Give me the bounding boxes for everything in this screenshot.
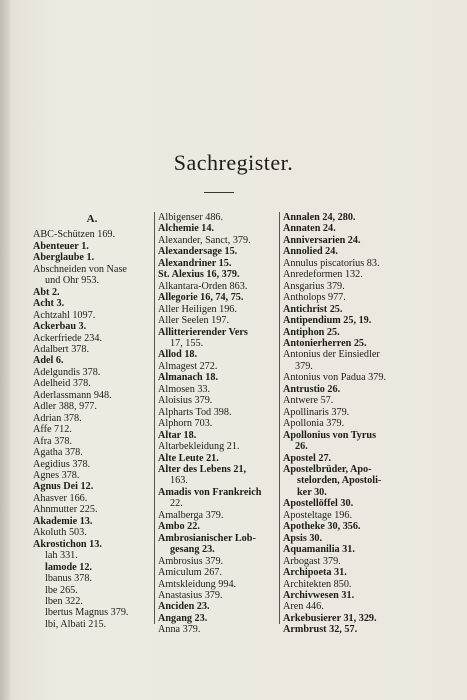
index-entry: Amalberga 379. [158,509,224,521]
index-entry: Anciden 23. [158,601,210,613]
index-entry: Archipoeta 31. [283,567,347,579]
index-entry: Allitterierender Vers [158,326,248,338]
index-entry: lbanus 378. [45,573,92,585]
index-entry: lben 322. [45,595,83,607]
index-entry: Almagest 272. [158,360,218,372]
index-entry: ABC-Schützen 169. [33,229,116,241]
index-entry: lbertus Magnus 379. [45,607,129,619]
index-entry: Adalbert 378. [33,343,90,355]
index-entry: Affe 712. [33,424,72,436]
index-entry: Abenteuer 1. [33,240,89,252]
index-entry: Allegorie 16, 74, 75. [158,292,244,304]
index-entry: Apsis 30. [283,532,323,544]
index-entry: stelorden, Apostoli- [297,475,382,487]
index-entry: St. Alexius 16, 379. [158,269,240,281]
index-entry: Aren 446. [283,601,324,613]
index-entry: Apollonius von Tyrus [283,429,377,441]
index-entry: Adel 6. [33,355,64,367]
index-entry: Apostel 27. [283,452,332,464]
index-entry: Angang 23. [158,612,208,624]
title-rule [204,192,234,193]
index-entry: Archivwesen 31. [283,589,355,601]
index-entry: Adelheid 378. [33,378,91,390]
index-entry: lbe 265. [45,584,78,596]
index-entry: Alexandriner 15. [158,257,232,269]
index-entry: Apotheke 30, 356. [283,521,361,533]
index-entry: Akoluth 503. [33,527,87,539]
index-entry: Ahnmutter 225. [33,504,98,516]
index-entry: Allod 18. [158,349,198,361]
index-entry: Agatha 378. [33,447,83,459]
index-entry: Alexander, Sanct, 379. [158,234,251,246]
index-entry: Ackerbau 3. [33,321,87,333]
index-entry: Aller Seelen 197. [158,315,230,327]
index-entry: Antrustio 26. [283,383,341,395]
index-entry: Architekten 850. [283,578,352,590]
index-entry: Apollonia 379. [283,418,345,430]
index-entry: lbi, Albati 215. [45,618,107,630]
index-entry: Alte Leute 21. [158,452,219,464]
index-entry: Antonierherren 25. [283,337,367,349]
index-entry: Alter des Lebens 21, [158,463,247,475]
index-entry: Antiphon 25. [283,326,340,338]
index-entry: Anniversarien 24. [283,234,361,246]
index-entry: Aquamanilia 31. [283,544,355,556]
index-entry: Annulus piscatorius 83. [283,257,380,269]
index-entry: Anna 379. [158,624,201,636]
index-entry: Altar 18. [158,429,197,441]
column-3-entries [283,212,403,636]
index-entry: Annalen 24, 280. [283,212,356,223]
index-entry: Antichrist 25. [283,303,343,315]
index-entry: Ansgarius 379. [283,280,345,292]
index-entry: Antonius von Padua 379. [283,372,387,384]
index-entry: Apostellöffel 30. [283,498,354,510]
index-entry: Adrian 378. [33,412,82,424]
index-entry: Abschneiden von Nase [33,263,127,275]
column-divider-2 [279,212,280,624]
column-divider-1 [154,212,155,624]
index-entry: Antholops 977. [283,292,346,304]
index-entry: Armbrust 32, 57. [283,624,358,636]
index-entry: Anredeformen 132. [283,269,363,281]
index-entry: Ambrosius 379. [158,555,224,567]
index-entry: Alphorn 703. [158,418,213,430]
index-entry: 163. [170,475,188,487]
index-entry: Akrostichon 13. [33,538,102,550]
index-entry: 379. [295,360,313,372]
index-entry: Aloisius 379. [158,395,213,407]
index-entry: Ackerfriede 234. [33,332,103,344]
page-title: Sachregister. [173,150,294,175]
index-entry: Aller Heiligen 196. [158,303,237,315]
column-2-entries [158,212,277,636]
index-entry: Akademie 13. [33,515,93,527]
index-entry: Agnes 378. [33,469,80,481]
index-entry: Arkebusierer 31, 329. [283,612,377,624]
index-entry: Aberglaube 1. [33,252,95,264]
index-entry: Amadis von Frankreich [158,486,262,498]
index-entry: Agnus Dei 12. [33,481,94,493]
index-entry: Ambrosianischer Lob- [158,532,256,544]
index-entry: 22. [170,498,183,510]
index-entry: Antonius der Einsiedler [283,349,380,361]
index-entry: Ambo 22. [158,521,200,533]
index-entry: und Ohr 953. [45,275,100,287]
index-entry: Adler 388, 977. [33,401,97,413]
index-entry: Antwere 57. [283,395,334,407]
index-entry: ker 30. [297,486,327,498]
index-entry: Almanach 18. [158,372,218,384]
index-entry: Apollinaris 379. [283,406,350,418]
index-entry: Alpharts Tod 398. [158,406,232,418]
index-entry: Anastasius 379. [158,589,223,601]
index-entry: Aposteltage 196. [283,509,353,521]
index-entry: Amtskleidung 994. [158,578,237,590]
index-column-2 [158,212,277,636]
index-entry: lah 331. [45,550,78,562]
index-entry: Altarbekleidung 21. [158,441,240,453]
index-entry: lamode 12. [45,561,92,573]
page-binding-shadow [0,0,10,700]
index-entry: Abt 2. [33,286,60,298]
index-entry: 17, 155. [170,337,204,349]
index-entry: Alchemie 14. [158,223,215,235]
index-entry: Apostelbrüder, Apo- [283,463,372,475]
index-entry: Alkantara-Orden 863. [158,280,248,292]
index-entry: Acht 3. [33,298,65,310]
index-entry: Arbogast 379. [283,555,341,567]
section-letter: A. [86,213,98,225]
column-1-entries [33,229,151,630]
index-entry: Amiculum 267. [158,567,222,579]
index-entry: Annaten 24. [283,223,336,235]
index-entry: Antipendium 25, 19. [283,315,372,327]
index-entry: Almosen 33. [158,383,211,395]
index-entry: Albigenser 486. [158,212,224,223]
index-entry: Aderlassmann 948. [33,389,112,401]
index-entry: gesang 23. [170,544,215,556]
index-entry: 26. [295,441,308,453]
index-column-3 [283,212,403,636]
index-entry: Ahasver 166. [33,492,88,504]
index-entry: Adelgundis 378. [33,366,101,378]
index-entry: Alexandersage 15. [158,246,238,258]
index-entry: Afra 378. [33,435,73,447]
index-entry: Annolied 24. [283,246,338,258]
index-entry: Aegidius 378. [33,458,91,470]
index-entry: Achtzahl 1097. [33,309,96,321]
index-column-1 [33,212,151,630]
